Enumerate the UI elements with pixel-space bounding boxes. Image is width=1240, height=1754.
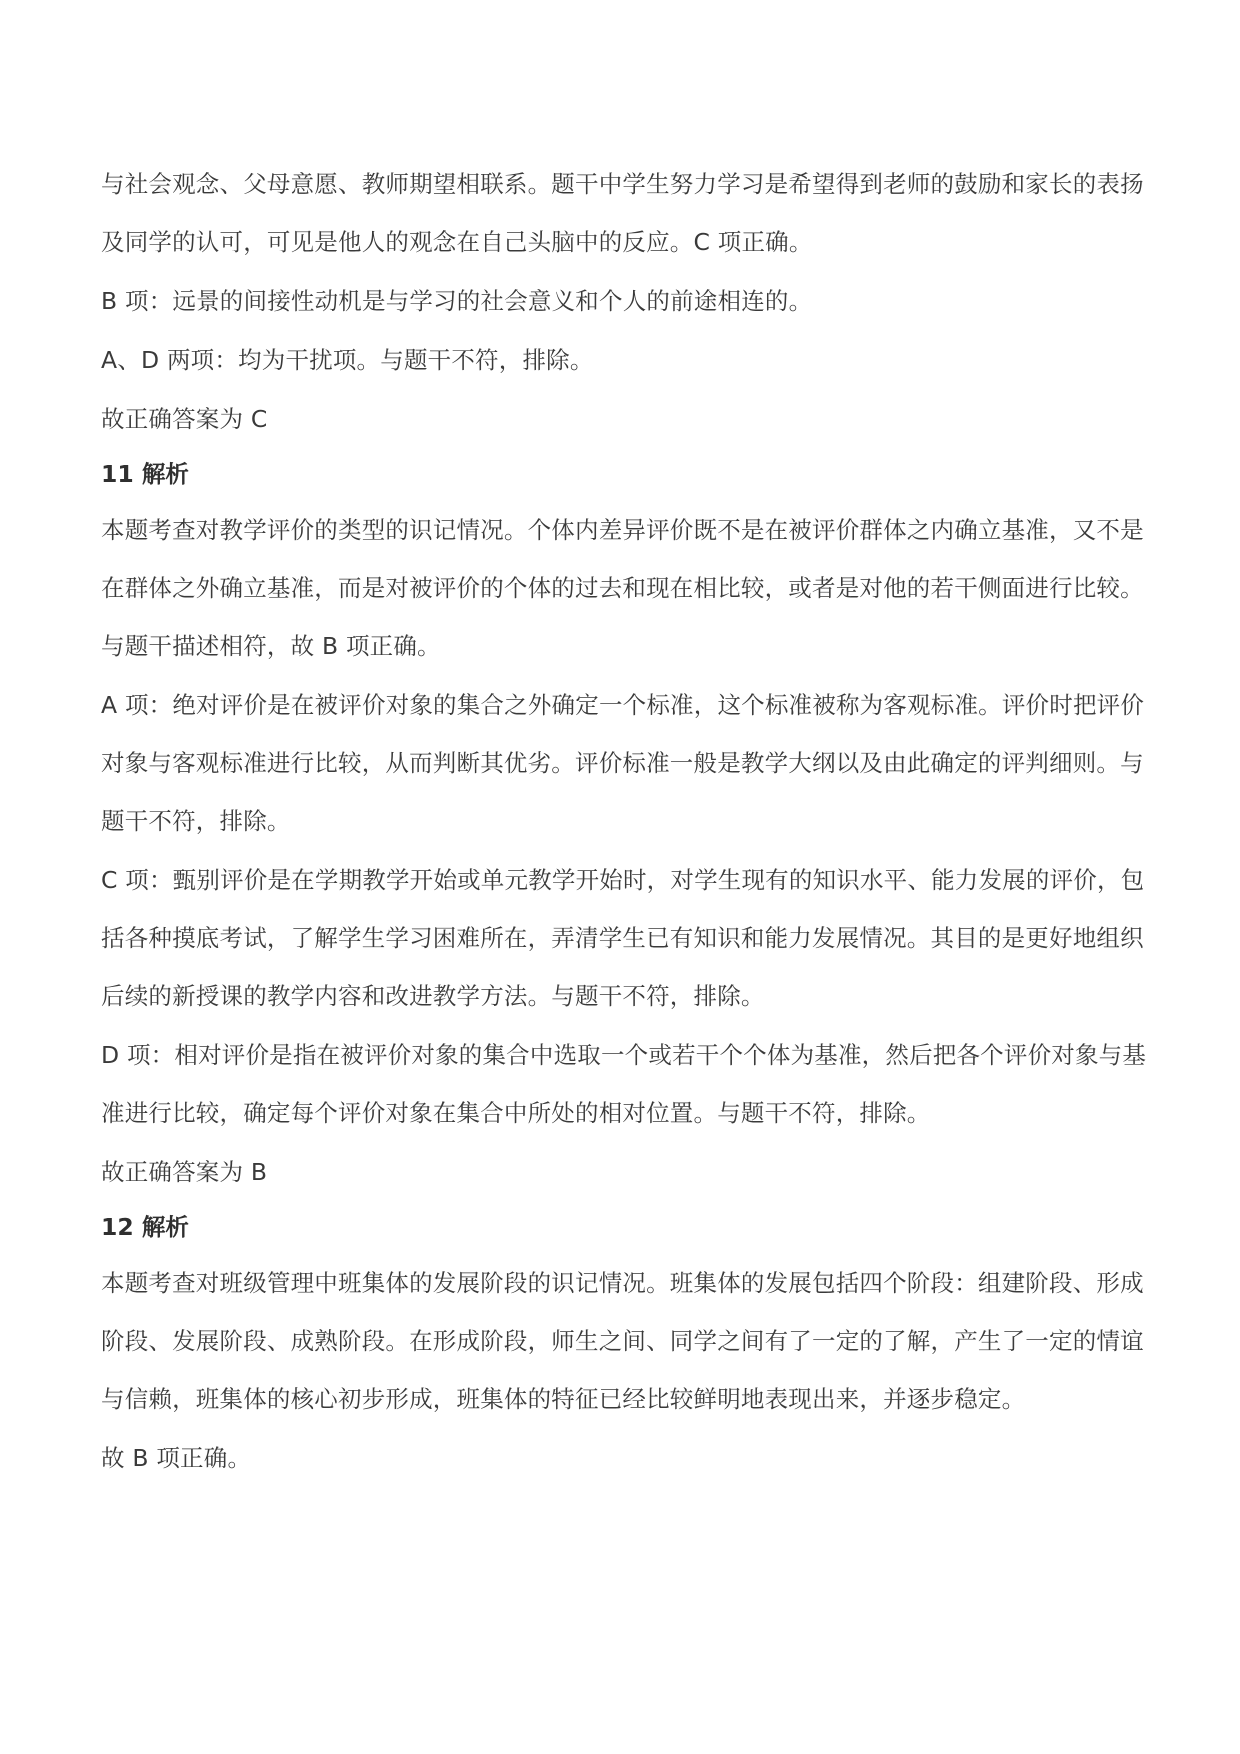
- paragraph: A、D 两项：均为干扰项。与题干不符，排除。: [101, 346, 594, 374]
- section-heading: 11 解析: [101, 460, 189, 488]
- document-body: [101, 155, 1161, 1488]
- paragraph: B 项：远景的间接性动机是与学习的社会意义和个人的前途相连的。: [101, 287, 813, 315]
- answer-line: 故正确答案为 C: [101, 405, 268, 433]
- paragraph: 本题考查对教学评价的类型的识记情况。个体内差异评价既不是在被评价群体之内确立基准，又不是在群体之外确立基准，而是对被评价的个体的过去和现在相比较，或者是对他的若干侧面进行比较。与题干描述相符，故 B 项正确。: [101, 516, 1144, 660]
- paragraph: A 项：绝对评价是在被评价对象的集合之外确定一个标准，这个标准被称为客观标准。评价时把评价对象与客观标准进行比较，从而判断其优劣。评价标准一般是教学大纲以及由此确定的评判细则。与题干不符，排除。: [101, 691, 1145, 835]
- paragraph: D 项：相对评价是指在被评价对象的集合中选取一个或若干个个体为基准，然后把各个评价对象与基准进行比较，确定每个评价对象在集合中所处的相对位置。与题干不符，排除。: [101, 1041, 1147, 1127]
- paragraph: C 项：甄别评价是在学期教学开始或单元教学开始时，对学生现有的知识水平、能力发展的评价，包括各种摸底考试，了解学生学习困难所在，弄清学生已有知识和能力发展情况。其目的是更好地组织后续的新授课的教学内容和改进教学方法。与题干不符，排除。: [101, 866, 1145, 1010]
- answer-line: 故 B 项正确。: [101, 1444, 252, 1472]
- paragraph: 本题考查对班级管理中班集体的发展阶段的识记情况。班集体的发展包括四个阶段：组建阶段、形成阶段、发展阶段、成熟阶段。在形成阶段，师生之间、同学之间有了一定的了解，产生了一定的情谊与信赖，班集体的核心初步形成，班集体的特征已经比较鲜明地表现出来，并逐步稳定。: [101, 1269, 1144, 1413]
- answer-line: 故正确答案为 B: [101, 1158, 268, 1186]
- section-heading: 12 解析: [101, 1213, 189, 1241]
- paragraph: 与社会观念、父母意愿、教师期望相联系。题干中学生努力学习是希望得到老师的鼓励和家长的表扬及同学的认可，可见是他人的观念在自己头脑中的反应。C 项正确。: [101, 170, 1144, 256]
